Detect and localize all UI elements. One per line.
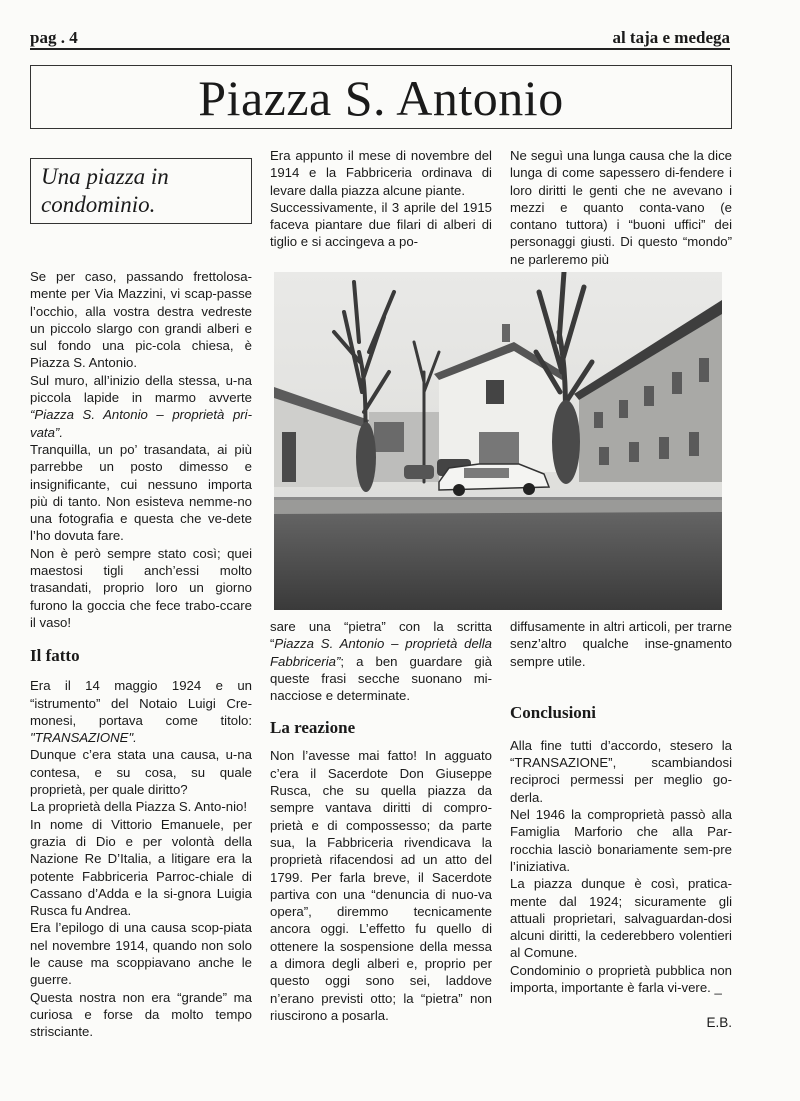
- transazione-title: "TRANSAZIONE".: [30, 730, 137, 746]
- article-title: Piazza S. Antonio: [198, 70, 564, 126]
- subtitle-box: [30, 158, 252, 224]
- page-number: pag . 4: [30, 28, 78, 47]
- heading-conclusioni: Conclusioni: [510, 702, 596, 722]
- paragraph-text: sare una “pietra” con la scritta “: [270, 619, 492, 652]
- column-2-bottom: [270, 618, 492, 1024]
- paragraph: Non l’avesse mai fatto! In agguato c’era il Sacerdote Don Giuseppe Rusca, che su quella piazza da sempre vantava diritti di compro-prietà e di compossesso; da parte sua, la Fabbriceria rivendicava la proprietà rifacendosi ad un atto del 1799. Per farla breve, il Sacerdote partiva con una “denuncia di nuo-va opera”, diremmo tecnicamente ancora oggi. L’effetto fu quello di ottenere la sospensione della messa a dimora degli alberi e, proprio per questo oggi sono sei, laddove n’erano previsti otto; la “pietra” non riuscirono a posarla.: [270, 748, 492, 1023]
- paragraph: Tranquilla, un po’ trasandata, ai più parrebbe un posto dimesso e insignificante, cui nessuno importa più di tanto. Non esisteva nemme-no una fotografia e questa che ve-dete l’ho dovuta fare.: [30, 441, 252, 544]
- heading-il-fatto: Il fatto: [30, 646, 80, 666]
- stone-inscription: Piazza S. Antonio – proprietà della Fabbriceria”: [270, 636, 492, 669]
- paragraph: In nome di Vittorio Emanuele, per grazia di Dio e per volontà della Nazione Re D’Italia, a litigare era la potente Fabbriceria Parroc-chiale di Cassano d’Adda e la si-gnora Luigia Rusca fu Andrea.: [30, 816, 252, 919]
- paragraph: Questa nostra non era “grande” ma curiosa e forse da molto tempo strisciante.: [30, 989, 252, 1040]
- paragraph: [30, 677, 252, 746]
- author-signature: E.B.: [706, 1015, 732, 1030]
- photo-piazza: [274, 272, 722, 610]
- article-subtitle: Una piazza in condominio.: [41, 164, 169, 217]
- column-1: [30, 268, 252, 1040]
- plaque-quote: “Piazza S. Antonio – proprietà pri-vata”.: [30, 407, 252, 440]
- paragraph: Dunque c’era stata una causa, u-na contesa, e su cosa, su quale proprietà, per quale diritto?: [30, 747, 252, 798]
- paragraph: [30, 372, 252, 441]
- column-3-bottom: [510, 618, 732, 996]
- paragraph: Era l’epilogo di una causa scop-piata nel novembre 1914, quando non solo le cause ma scoppiavano anche le guerre.: [30, 920, 252, 988]
- paragraph: [270, 618, 492, 704]
- paragraph: Nel 1946 la comproprietà passò alla Famiglia Marforio che alla Par-rocchia lasciò bonariamente sem-pre l’iniziativa.: [510, 807, 732, 874]
- paragraph: Ne seguì una lunga causa che la dice lunga di come sapessero di-fendere i loro diritti le genti che ne avevano i mezzi e quanto conta-vano (e contano tuttora) i “buoni uffici” dei personaggi giusti. Di questo “mondo” ne parleremo più: [510, 148, 732, 267]
- paragraph: La piazza dunque è così, pratica-mente dal 1924; sicuramente gli attuali proprietari, salvaguardan-dosi alcuni diritti, la cederebbero volentieri al Comune.: [510, 876, 732, 961]
- paragraph: diffusamente in altri articoli, per trarne senz’altro qualche inse-gnamento sempre utile.: [510, 619, 732, 669]
- paragraph-text: Era il 14 maggio 1924 e un “istrumento” del Notaio Luigi Cre-monesi, portava come titolo:: [30, 678, 252, 728]
- paragraph-text: ; a ben guardare già queste frasi secche suonano mi-nacciose e determinate.: [270, 653, 492, 704]
- running-header: [30, 28, 730, 50]
- paragraph: Era appunto il mese di novembre del 1914 e la Fabbriceria ordinava di levare dalla piazza alcune piante.: [270, 148, 492, 198]
- paragraph: La proprietà della Piazza S. Anto-nio!: [30, 799, 247, 815]
- paragraph: Se per caso, passando frettolosa-mente per Via Mazzini, vi scap-passe l’occhio, alla vostra destra vedreste un piccolo slargo con grandi alberi e sul fondo una pic-cola chiesa, è Piazza S. Antonio.: [30, 269, 252, 371]
- paragraph: Successivamente, il 3 aprile del 1915 faceva piantare due filari di alberi di tiglio e si accingeva a po-: [270, 199, 492, 250]
- publication-name: al taja e medega: [612, 28, 730, 47]
- paragraph: Non è però sempre stato così; quei maestosi tigli anch’essi molto trasandati, proprio loro un giorno furono la goccia che fece trabo-ccare il vaso!: [30, 545, 252, 630]
- column-2-top: [270, 147, 492, 251]
- heading-la-reazione: La reazione: [270, 718, 356, 738]
- title-box: [30, 65, 732, 129]
- paragraph: Condominio o proprietà pubblica non importa, importante è farla vi-vere. _: [510, 962, 732, 996]
- paragraph-text: Sul muro, all’inizio della stessa, u-na piccola lapide in marmo avverte: [30, 372, 252, 406]
- column-3-top: [510, 147, 732, 268]
- paragraph: Alla fine tutti d’accordo, stesero la “TRANSAZIONE”, scambiandosi reciproci permessi per meglio go-derla.: [510, 737, 732, 805]
